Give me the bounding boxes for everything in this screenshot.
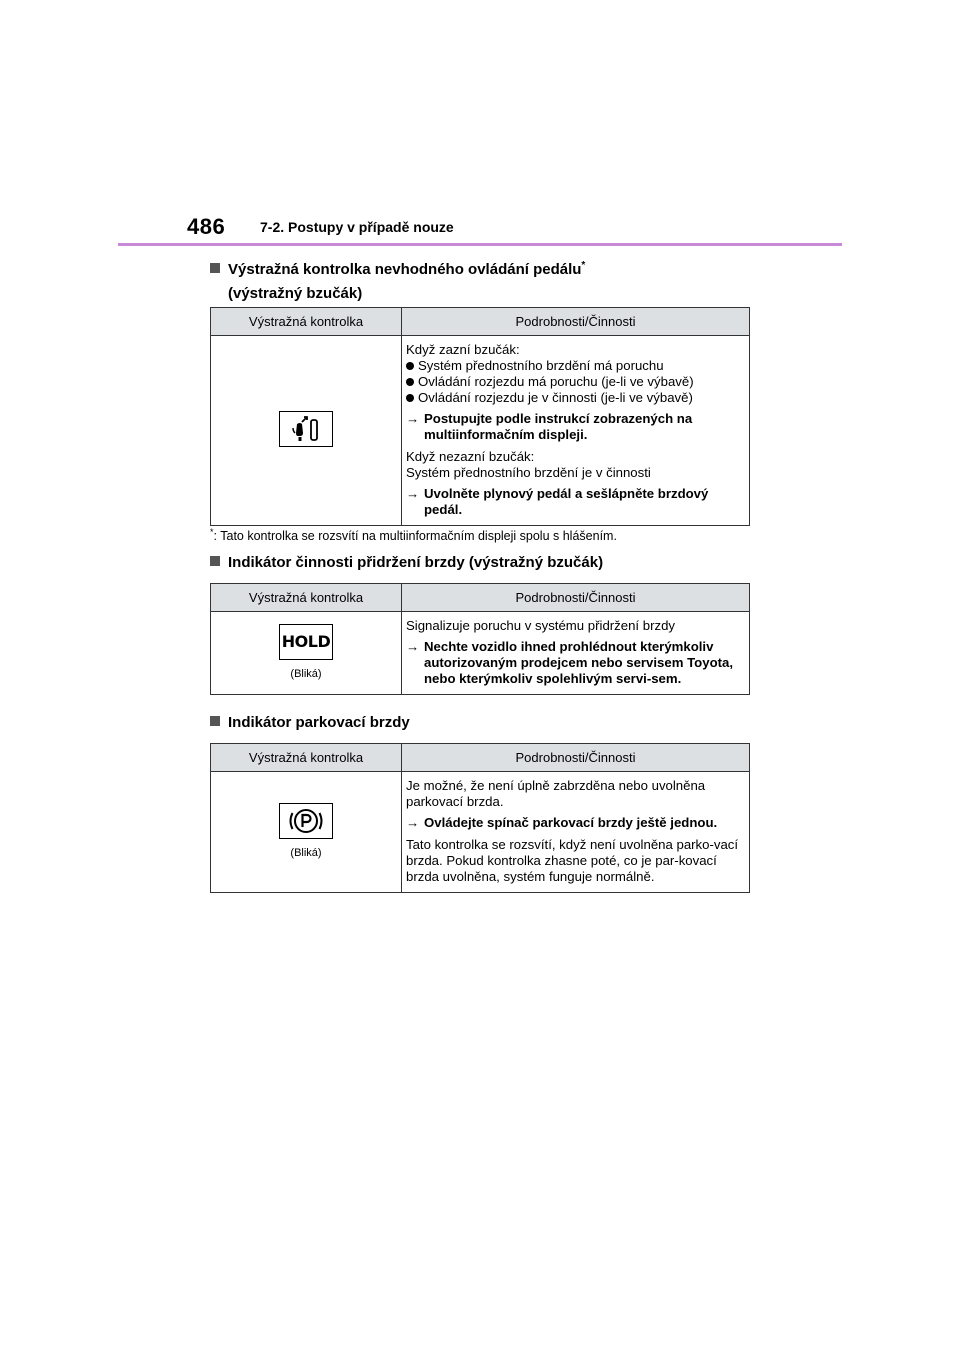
bullet-text: Systém přednostního brzdění má poruchu <box>418 358 664 373</box>
table-header-row <box>211 308 750 336</box>
chapter-title: 7-2. Postupy v případě nouze <box>260 219 454 235</box>
heading-text: Výstražná kontrolka nevhodného ovládání pedálu <box>228 261 582 278</box>
table-header-row <box>211 744 750 772</box>
heading-text: Indikátor parkovací brzdy <box>228 714 410 731</box>
action-item <box>406 639 743 687</box>
warning-table-pedal <box>210 307 750 526</box>
bullet-dot-icon <box>406 362 414 370</box>
detail-text: Když nezazní bzučák: <box>406 449 535 464</box>
footnote <box>210 527 617 543</box>
warning-table-hold <box>210 583 750 695</box>
hold-label: HOLD <box>281 632 331 651</box>
col-header-details: Podrobnosti/Činnosti <box>402 744 750 772</box>
detail-text: Tato kontrolka se rozsvítí, když není uvolněna parko-vací brzda. Pokud kontrolka zhasne poté, co je par-kovací brzda uvolněna, systém funguje normálně. <box>406 837 739 884</box>
arrow-icon: → <box>406 639 420 654</box>
col-header-details: Podrobnosti/Činnosti <box>402 584 750 612</box>
action-text: Ovládejte spínač parkovací brzdy ještě jednou. <box>424 815 718 830</box>
bullet-text: Ovládání rozjezdu má poruchu (je-li ve výbavě) <box>418 374 694 389</box>
table-row <box>211 612 750 695</box>
detail-text: Je možné, že není úplně zabrzděna nebo uvolněna parkovací brzda. <box>406 778 706 809</box>
details-cell <box>402 612 750 695</box>
page-number: 486 <box>187 214 226 239</box>
icon-cell <box>211 772 402 893</box>
detail-text: Signalizuje poruchu v systému přidržení brzdy <box>406 618 676 633</box>
col-header-details: Podrobnosti/Činnosti <box>402 308 750 336</box>
footnote-text: : Tato kontrolka se rozsvítí na multiinformačním displeji spolu s hlášením. <box>213 529 617 544</box>
details-cell <box>402 772 750 893</box>
detail-text: Když zazní bzučák: <box>406 342 520 357</box>
footnote-mark: * <box>210 527 214 537</box>
action-item <box>406 815 743 831</box>
details-cell <box>402 336 750 526</box>
page-header <box>0 0 960 250</box>
icon-cell <box>211 336 402 526</box>
section-heading-hold <box>210 551 603 575</box>
square-bullet-icon <box>210 556 220 566</box>
list-item <box>406 390 743 406</box>
arrow-icon: → <box>406 411 420 426</box>
heading-text-cont: (výstražný bzučák) <box>228 285 363 302</box>
parking-brake-icon <box>279 803 333 839</box>
pedal-warning-icon <box>279 411 333 447</box>
square-bullet-icon <box>210 263 220 273</box>
table-row <box>211 772 750 893</box>
footnote-mark: * <box>581 260 586 271</box>
col-header-light: Výstražná kontrolka <box>211 744 402 772</box>
header-rule <box>118 243 842 246</box>
action-text: Uvolněte plynový pedál a sešlápněte brzdový pedál. <box>424 486 709 517</box>
bullet-text: Ovládání rozjezdu je v činnosti (je-li ve výbavě) <box>418 390 693 405</box>
action-text: Postupujte podle instrukcí zobrazených na multiinformačním displeji. <box>424 411 693 442</box>
section-heading-pedal <box>210 254 585 306</box>
list-item <box>406 374 743 390</box>
blink-note: (Bliká) <box>290 668 322 680</box>
hold-icon <box>279 624 333 660</box>
action-item <box>406 411 743 443</box>
col-header-light: Výstražná kontrolka <box>211 584 402 612</box>
section-heading-parking <box>210 711 410 735</box>
action-text: Nechte vozidlo ihned prohlédnout kterýmkoliv autorizovaným prodejcem nebo servisem Toyota, nebo kterýmkoliv spolehlivým servi-sem. <box>424 639 734 686</box>
bullet-dot-icon <box>406 378 414 386</box>
table-row <box>211 336 750 526</box>
table-header-row <box>211 584 750 612</box>
list-item <box>406 358 743 374</box>
square-bullet-icon <box>210 716 220 726</box>
col-header-light: Výstražná kontrolka <box>211 308 402 336</box>
arrow-icon: → <box>406 486 420 501</box>
arrow-icon: → <box>406 815 420 830</box>
heading-text: Indikátor činnosti přidržení brzdy (výstražný bzučák) <box>228 554 604 571</box>
icon-cell <box>211 612 402 695</box>
blink-note: (Bliká) <box>290 847 322 859</box>
detail-text: Systém přednostního brzdění je v činnosti <box>406 465 651 480</box>
bullet-dot-icon <box>406 394 414 402</box>
warning-table-parking <box>210 743 750 893</box>
action-item <box>406 486 743 518</box>
